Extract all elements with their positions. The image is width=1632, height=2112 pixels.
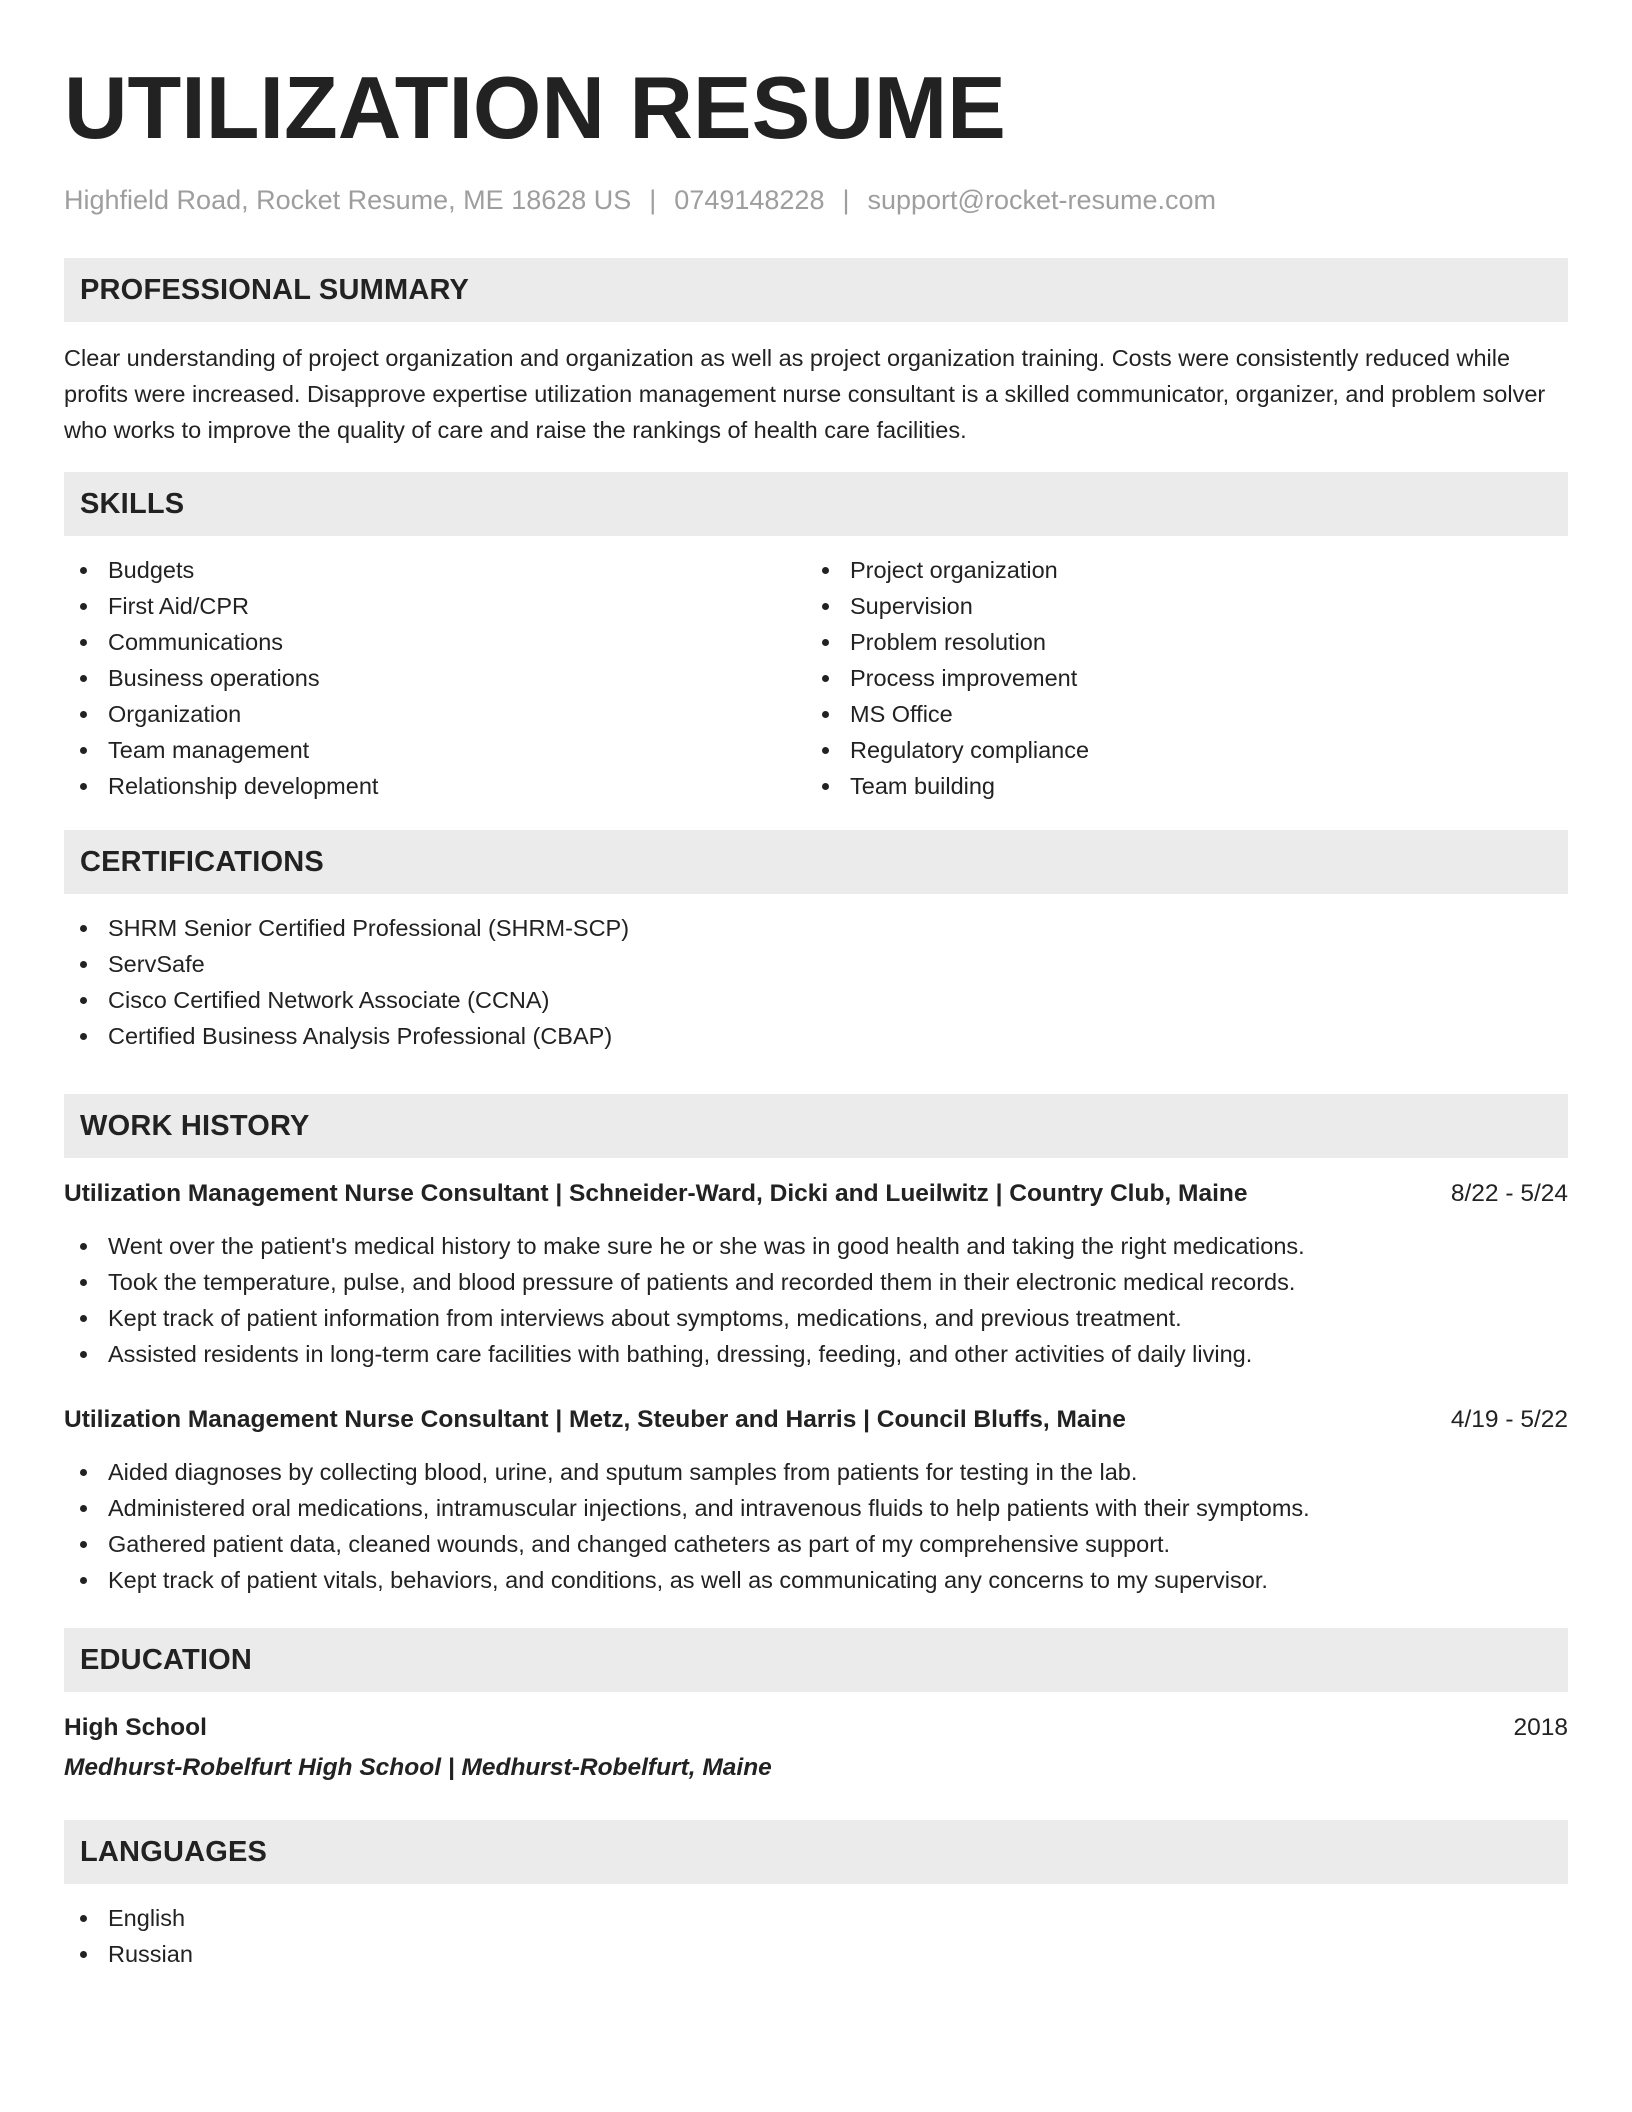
language-item: English xyxy=(64,1900,1568,1936)
section-heading-summary: PROFESSIONAL SUMMARY xyxy=(64,258,1568,322)
contact-line xyxy=(64,182,1568,218)
certifications-list xyxy=(64,910,1568,1054)
skill-item: MS Office xyxy=(806,696,1548,732)
contact-email: support@rocket-resume.com xyxy=(867,184,1217,215)
skill-item: Team building xyxy=(806,768,1548,804)
job-bullet: Assisted residents in long-term care facilities with bathing, dressing, feeding, and other activities of daily living. xyxy=(64,1336,1568,1372)
resume-name: UTILIZATION RESUME xyxy=(64,58,1006,157)
section-heading-education: EDUCATION xyxy=(64,1628,1568,1692)
job-bullets xyxy=(64,1454,1568,1598)
skill-item: Regulatory compliance xyxy=(806,732,1548,768)
skill-item: Process improvement xyxy=(806,660,1548,696)
skill-item: Supervision xyxy=(806,588,1548,624)
language-item: Russian xyxy=(64,1936,1568,1972)
job-dates: 4/19 - 5/22 xyxy=(1450,1406,1568,1433)
job-bullet: Administered oral medications, intramuscular injections, and intravenous fluids to help patients with their symptoms. xyxy=(64,1490,1568,1526)
certification-item: Cisco Certified Network Associate (CCNA) xyxy=(64,982,1568,1018)
skill-item: First Aid/CPR xyxy=(64,588,806,624)
job-title: Utilization Management Nurse Consultant | Metz, Steuber and Harris | Council Bluffs, Maine xyxy=(64,1406,1126,1433)
skill-item: Project organization xyxy=(806,552,1548,588)
job-bullet: Aided diagnoses by collecting blood, urine, and sputum samples from patients for testing in the lab. xyxy=(64,1454,1568,1490)
skills-list-left xyxy=(64,552,806,804)
section-heading-work-history: WORK HISTORY xyxy=(64,1094,1568,1158)
skill-item: Team management xyxy=(64,732,806,768)
job-header xyxy=(64,1402,1568,1438)
contact-phone: 0749148228 xyxy=(674,184,825,215)
skills-list-right xyxy=(806,552,1548,804)
skill-item: Communications xyxy=(64,624,806,660)
summary-text: Clear understanding of project organization and organization as well as project organization training. Costs were consistently reduced while profits were increased. Disapprove expertise utilization management nurse consultant is a skilled communicator, organizer, and problem solver who works to improve the quality of care and raise the rankings of health care facilities. xyxy=(64,345,1546,443)
skill-item: Business operations xyxy=(64,660,806,696)
job-dates: 8/22 - 5/24 xyxy=(1450,1180,1568,1207)
job-bullet: Went over the patient's medical history to make sure he or she was in good health and taking the right medications. xyxy=(64,1228,1568,1264)
job-entry xyxy=(64,1176,1568,1372)
job-bullet: Gathered patient data, cleaned wounds, and changed catheters as part of my comprehensive support. xyxy=(64,1526,1568,1562)
job-bullet: Kept track of patient vitals, behaviors, and conditions, as well as communicating any concerns to my supervisor. xyxy=(64,1562,1568,1598)
education-year: 2018 xyxy=(1513,1714,1568,1741)
job-entry xyxy=(64,1402,1568,1598)
skills-grid xyxy=(64,552,1568,804)
job-header xyxy=(64,1176,1568,1212)
job-bullet: Kept track of patient information from interviews about symptoms, medications, and previous treatment. xyxy=(64,1300,1568,1336)
job-title: Utilization Management Nurse Consultant | Schneider-Ward, Dicki and Lueilwitz | Country Club, Maine xyxy=(64,1180,1248,1207)
section-heading-certifications: CERTIFICATIONS xyxy=(64,830,1568,894)
languages-list xyxy=(64,1900,1568,1972)
section-heading-skills: SKILLS xyxy=(64,472,1568,536)
certification-item: SHRM Senior Certified Professional (SHRM-SCP) xyxy=(64,910,1568,946)
education-header xyxy=(64,1710,1568,1746)
skill-item: Organization xyxy=(64,696,806,732)
contact-separator: | xyxy=(842,184,850,215)
job-bullet: Took the temperature, pulse, and blood pressure of patients and recorded them in their electronic medical records. xyxy=(64,1264,1568,1300)
contact-address: Highfield Road, Rocket Resume, ME 18628 US xyxy=(64,184,632,215)
contact-separator: | xyxy=(649,184,657,215)
skill-item: Problem resolution xyxy=(806,624,1548,660)
education-degree: High School xyxy=(64,1714,207,1741)
skill-item: Relationship development xyxy=(64,768,806,804)
skill-item: Budgets xyxy=(64,552,806,588)
resume-page xyxy=(64,56,1568,1972)
certification-item: Certified Business Analysis Professional (CBAP) xyxy=(64,1018,1568,1054)
certification-item: ServSafe xyxy=(64,946,1568,982)
section-heading-languages: LANGUAGES xyxy=(64,1820,1568,1884)
job-bullets xyxy=(64,1228,1568,1372)
education-school: Medhurst-Robelfurt High School | Medhurst-Robelfurt, Maine xyxy=(64,1754,772,1781)
